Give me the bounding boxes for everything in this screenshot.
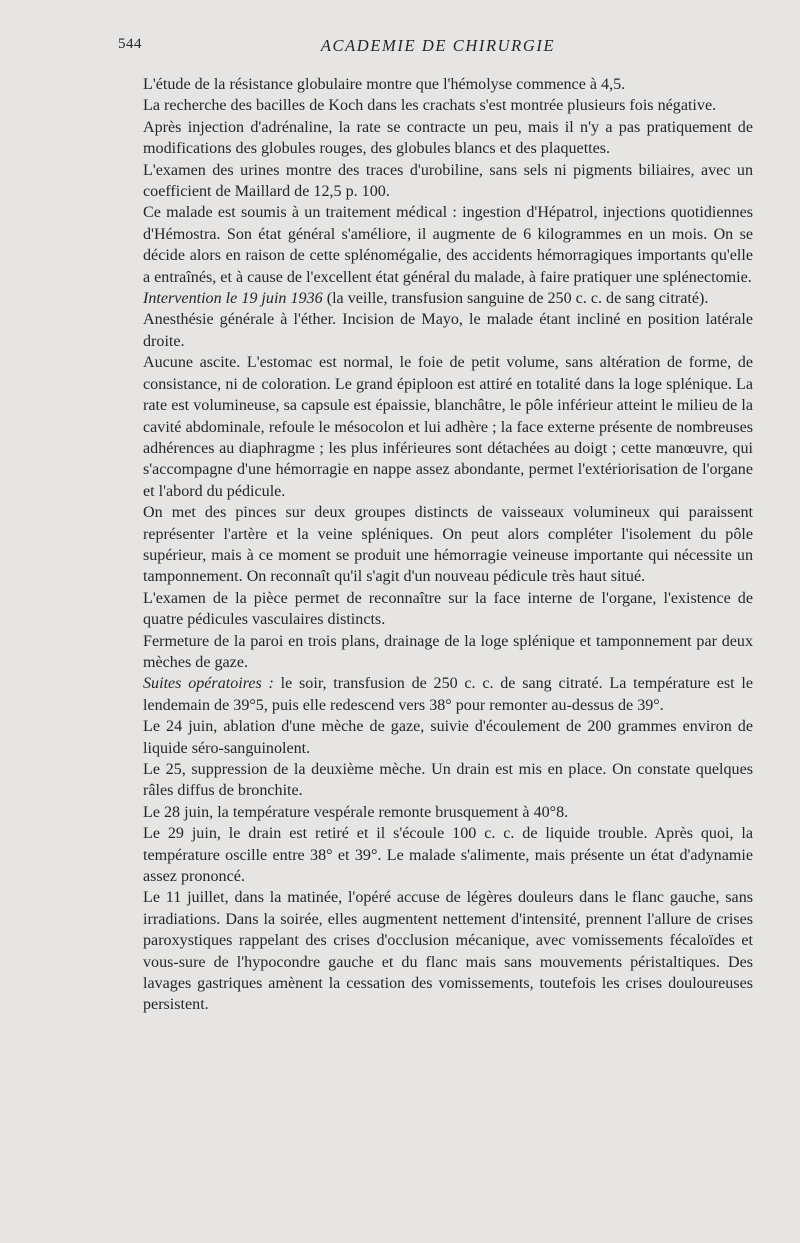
paragraph: Le 25, suppression de la deuxième mèche. Un drain est mis en place. On constate quelques râles diffus de bronchite. [143,761,753,800]
suites-paragraph [143,673,753,716]
paragraph: Le 29 juin, le drain est retiré et il s'écoule 100 c. c. de liquide trouble. Après quoi, la température oscille entre 38° et 39°. Le malade s'alimente, mais présente un état d'adynamie assez prononcé. [143,825,753,886]
paragraph: L'examen des urines montre des traces d'urobiline, sans sels ni pigments biliaires, avec un coefficient de Maillard de 12,5 p. 100. [143,161,753,201]
paragraph: Le 11 juillet, dans la matinée, l'opéré accuse de légères douleurs dans le flanc gauche, sans irradiations. Dans la soirée, elles augmentent nettement d'intensité, prennent l'allure de crises paroxystiques rappelant des crises d'occlusion mécanique, avec vomissements fécaloïdes et vous-sure de l'hypocondre gauche et du flanc mais sans mouvements péristaltiques. Des lavages gastriques amènent la cessation des vomissements, toutefois les crises douloureuses persistent. [143,889,753,1014]
suites-rest: le soir, transfusion de 250 c. c. de sang citraté. La température est le lendemain de 39°5, puis elle redescend vers 38° pour remonter au-dessus de 39°. [143,675,753,714]
paragraph: Ce malade est soumis à un traitement médical : ingestion d'Hépatrol, injections quotidiennes d'Hémostra. Son état général s'améliore, il augmente de 6 kilogrammes en un mois. On se décide alors en raison de cette splénomégalie, des accidents hémorragiques importants qu'elle a entraînés, et à cause de l'excellent état général du malade, à faire pratiquer une splénectomie. [143,204,753,286]
intervention-paragraph [143,288,753,309]
intervention-rest: (la veille, transfusion sanguine de 250 c. c. de sang citraté). [322,290,709,308]
paragraph: L'examen de la pièce permet de reconnaître sur la face interne de l'organe, l'existence de quatre pédicules vasculaires distincts. [143,589,753,629]
intervention-lead: Intervention le 19 juin 1936 [143,290,323,308]
page-header [118,36,758,58]
body-text [143,74,753,1016]
paragraph: Fermeture de la paroi en trois plans, drainage de la loge splénique et tamponnement par deux mèches de gaze. [143,632,753,671]
running-title: ACADEMIE DE CHIRURGIE [320,36,556,55]
suites-lead: Suites opératoires : [143,675,274,693]
paragraph: Le 28 juin, la température vespérale remonte brusquement à 40°8. [143,803,569,821]
paragraph: On met des pinces sur deux groupes distincts de vaisseaux volumineux qui paraissent représenter l'artère et la veine spléniques. On peut alors compléter l'isolement du pôle supérieur, mais à ce moment se produit une hémorragie veineuse importante qui nécessite un tamponnement. On reconnaît qu'il s'agit d'un nouveau pédicule très haut situé. [143,504,753,586]
paragraph: Après injection d'adrénaline, la rate se contracte un peu, mais il n'y a pas pratiquement de modifications des globules rouges, des globules blancs et des plaquettes. [143,118,753,158]
paragraph: L'étude de la résistance globulaire montre que l'hémolyse commence à 4,5. [143,76,626,93]
paragraph: Aucune ascite. L'estomac est normal, le foie de petit volume, sans altération de forme, de consistance, ni de coloration. Le grand épiploon est attiré en totalité dans la loge splénique. La rate est volumineuse, sa capsule est épaissie, blanchâtre, le pôle inférieur atteint le milieu de la cavité abdominale, refoule le mésocolon et lui adhère ; la face externe présente de nombreuses adhérences au diaphragme ; les plus inférieures sont détachées au doigt ; cette manœuvre, qui s'accompagne d'une hémorragie en nappe assez abondante, permet l'extériorisation de l'organe et l'abord du pédicule. [143,354,753,500]
paragraph: Anesthésie générale à l'éther. Incision de Mayo, le malade étant incliné en position latérale droite. [143,311,753,350]
page-number: 544 [118,36,142,52]
paragraph: La recherche des bacilles de Koch dans les crachats s'est montrée plusieurs fois négative. [143,97,717,115]
paragraph: Le 24 juin, ablation d'une mèche de gaze, suivie d'écoulement de 200 grammes environ de liquide séro-sanguinolent. [143,718,753,757]
